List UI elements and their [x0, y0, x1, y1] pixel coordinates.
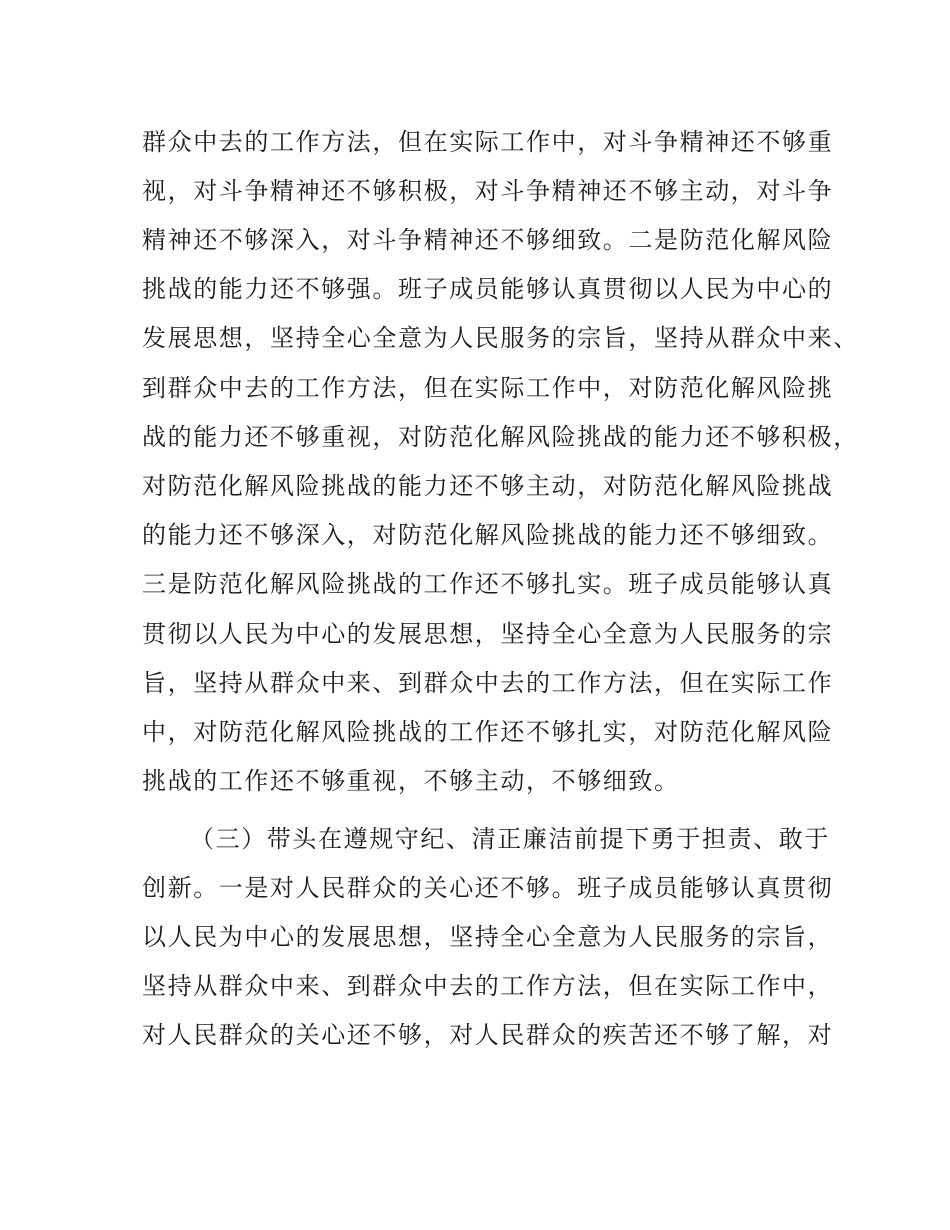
text-line: 中，对防范化解风险挑战的工作还不够扎实，对防范化解风险: [142, 718, 834, 746]
text-line: 旨，坚持从群众中来、到群众中去的工作方法，但在实际工作: [142, 669, 834, 697]
section-heading-line: （三）带头在遵规守纪、清正廉洁前提下勇于担责、敢于: [190, 825, 830, 853]
text-line: 视，对斗争精神还不够积极，对斗争精神还不够主动，对斗争: [142, 177, 834, 205]
text-line: 对防范化解风险挑战的能力还不够主动，对防范化解风险挑战: [142, 472, 834, 500]
text-line: 到群众中去的工作方法，但在实际工作中，对防范化解风险挑: [142, 374, 834, 402]
text-line: 战的能力还不够重视，对防范化解风险挑战的能力还不够积极，: [142, 423, 859, 451]
text-line: 三是防范化解风险挑战的工作还不够扎实。班子成员能够认真: [142, 570, 834, 598]
text-line: 发展思想，坚持全心全意为人民服务的宗旨，坚持从群众中来、: [142, 324, 859, 352]
text-line: 贯彻以人民为中心的发展思想，坚持全心全意为人民服务的宗: [142, 620, 834, 648]
text-line: 的能力还不够深入，对防范化解风险挑战的能力还不够细致。: [142, 521, 834, 549]
text-line: 对人民群众的关心还不够，对人民群众的疾苦还不够了解，对: [142, 1021, 834, 1049]
text-line: 群众中去的工作方法，但在实际工作中，对斗争精神还不够重: [142, 128, 834, 156]
text-line: 精神还不够深入，对斗争精神还不够细致。二是防范化解风险: [142, 226, 834, 254]
text-line: 创新。一是对人民群众的关心还不够。班子成员能够认真贯彻: [142, 874, 834, 902]
text-line: 挑战的工作还不够重视，不够主动，不够细致。: [142, 767, 680, 795]
text-line: 坚持从群众中来、到群众中去的工作方法，但在实际工作中，: [142, 972, 834, 1000]
text-line: 以人民为中心的发展思想，坚持全心全意为人民服务的宗旨，: [142, 923, 834, 951]
text-line: 挑战的能力还不够强。班子成员能够认真贯彻以人民为中心的: [142, 275, 834, 303]
